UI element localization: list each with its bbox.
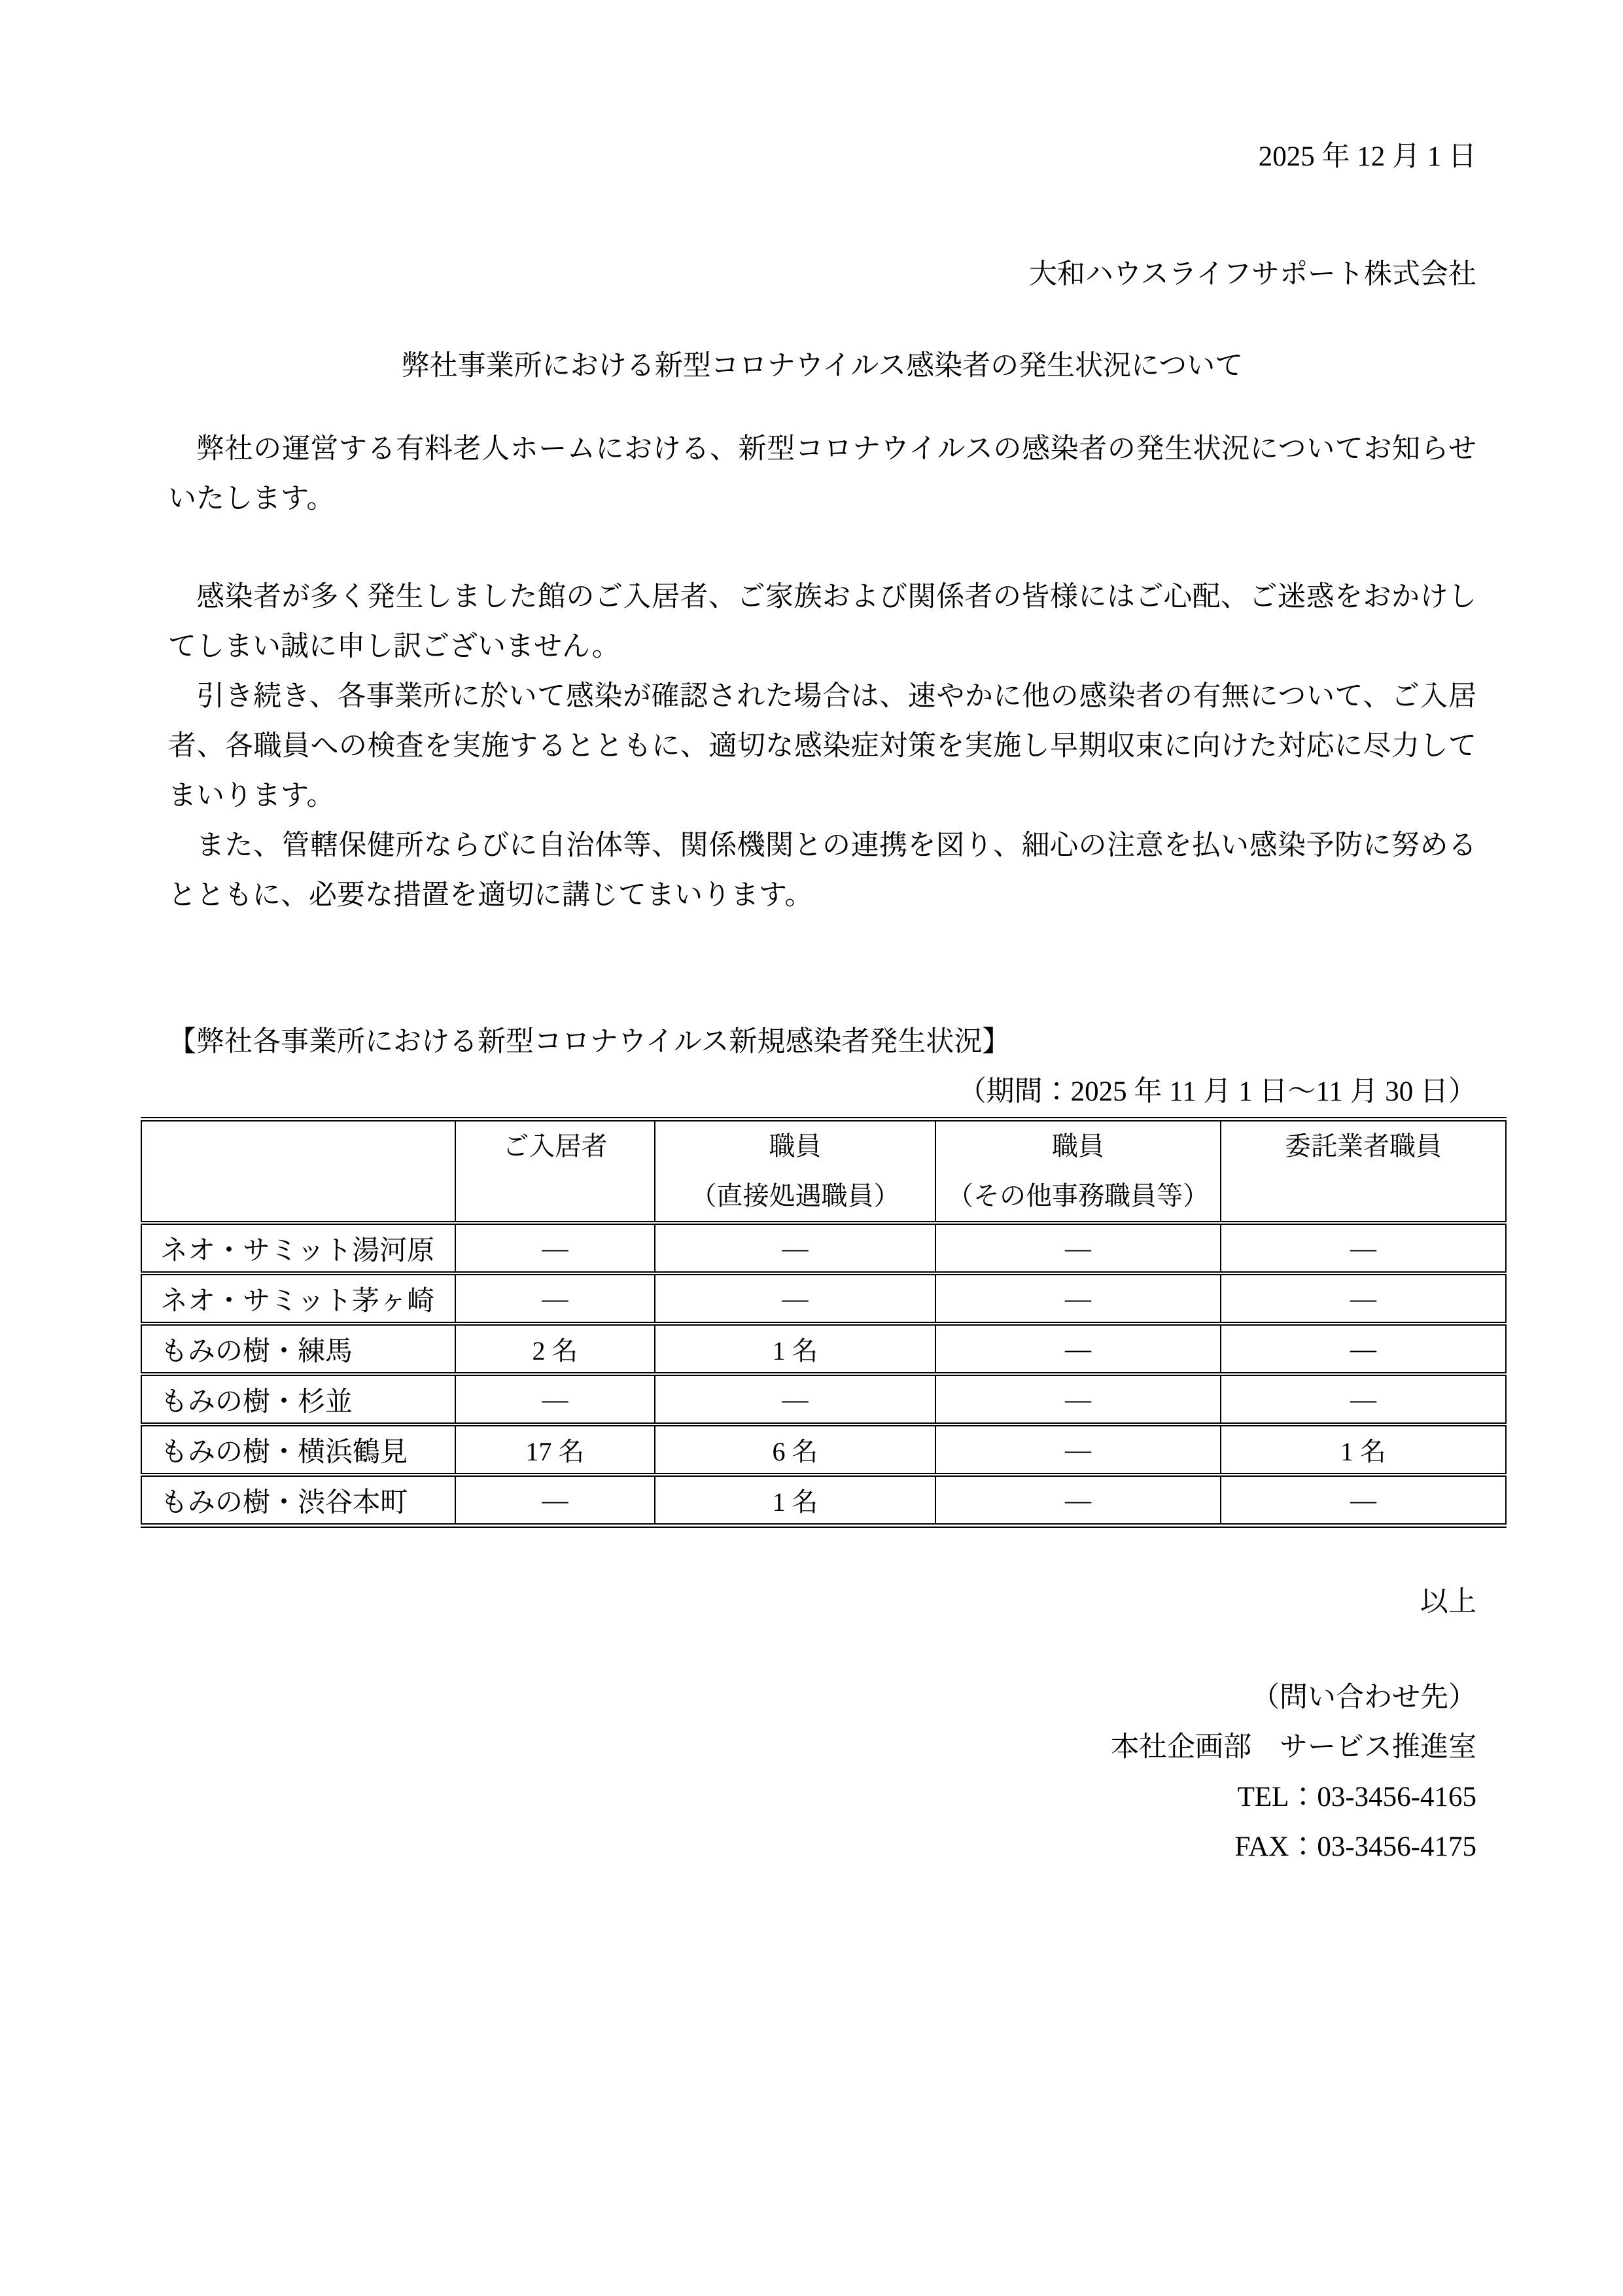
- table-row: [141, 1475, 1506, 1526]
- count-cell: ―: [655, 1223, 935, 1273]
- column-header-contractors: 委託業者職員: [1221, 1120, 1506, 1224]
- count-cell: ―: [935, 1475, 1221, 1526]
- column-header-staff-direct: 職員 （直接処遇職員）: [655, 1120, 935, 1224]
- count-cell: ―: [1221, 1374, 1506, 1424]
- paragraph-measures: 引き続き、各事業所に於いて感染が確認された場合は、速やかに他の感染者の有無について、ご入居者、各職員への検査を実施するとともに、適切な感染症対策を実施し早期収束に向けた対応に尽力してまいります。: [168, 681, 1476, 811]
- header-row: [141, 1120, 1506, 1224]
- date-line: 2025 年 12 月 1 日: [1258, 141, 1476, 172]
- count-cell: ―: [935, 1223, 1221, 1273]
- count-cell: 6 名: [655, 1424, 935, 1475]
- paragraph-apology: 感染者が多く発生しました館のご入居者、ご家族および関係者の皆様にはご心配、ご迷惑をおかけしてしまい誠に申し訳ございません。: [168, 582, 1476, 662]
- facility-name-cell: ネオ・サミット湯河原: [141, 1223, 455, 1273]
- paragraph-intro: 弊社の運営する有料老人ホームにおける、新型コロナウイルスの感染者の発生状況についてお知らせいたします。: [168, 434, 1476, 514]
- closing-ijou: 以上: [1420, 1587, 1476, 1617]
- period-note: （期間：2025 年 11 月 1 日～11 月 30 日）: [958, 1076, 1476, 1107]
- table-row: [141, 1223, 1506, 1273]
- contact-department: 本社企画部 サービス推進室: [1111, 1732, 1476, 1763]
- count-cell: ―: [455, 1475, 655, 1526]
- count-cell: 1 名: [655, 1475, 935, 1526]
- column-header-facility: [141, 1120, 455, 1224]
- facility-name-cell: もみの樹・横浜鶴見: [141, 1424, 455, 1475]
- count-cell: ―: [1221, 1273, 1506, 1324]
- document-title: 弊社事業所における新型コロナウイルス感染者の発生状況について: [401, 351, 1244, 381]
- count-cell: 2 名: [455, 1324, 655, 1374]
- facility-name-cell: もみの樹・杉並: [141, 1374, 455, 1424]
- count-cell: 17 名: [455, 1424, 655, 1475]
- table-row: [141, 1424, 1506, 1475]
- count-cell: ―: [455, 1273, 655, 1324]
- facility-name-cell: ネオ・サミット茅ヶ崎: [141, 1273, 455, 1324]
- table-row: [141, 1273, 1506, 1324]
- table-row: [141, 1374, 1506, 1424]
- company-name: 大和ハウスライフサポート株式会社: [1028, 259, 1476, 290]
- paragraph-cooperation: また、管轄保健所ならびに自治体等、関係機関との連携を図り、細心の注意を払い感染予防に努めるとともに、必要な措置を適切に講じてまいります。: [168, 830, 1476, 911]
- contact-heading: （問い合わせ先）: [1251, 1682, 1476, 1713]
- count-cell: ―: [655, 1273, 935, 1324]
- count-cell: 1 名: [655, 1324, 935, 1374]
- facility-name-cell: もみの樹・練馬: [141, 1324, 455, 1374]
- column-header-staff-other: 職員 （その他事務職員等）: [935, 1120, 1221, 1224]
- contact-tel: TEL：03-3456-4165: [1237, 1782, 1476, 1812]
- count-cell: ―: [455, 1374, 655, 1424]
- count-cell: ―: [1221, 1475, 1506, 1526]
- contact-fax: FAX：03-3456-4175: [1234, 1831, 1476, 1862]
- infection-status-table: [141, 1117, 1507, 1528]
- count-cell: ―: [935, 1324, 1221, 1374]
- count-cell: ―: [935, 1424, 1221, 1475]
- facility-name-cell: もみの樹・渋谷本町: [141, 1475, 455, 1526]
- count-cell: ―: [1221, 1324, 1506, 1374]
- count-cell: ―: [935, 1374, 1221, 1424]
- table-section-heading: 【弊社各事業所における新型コロナウイルス新規感染者発生状況】: [168, 1027, 1011, 1057]
- count-cell: ―: [1221, 1223, 1506, 1273]
- column-header-residents: ご入居者: [455, 1120, 655, 1224]
- count-cell: ―: [455, 1223, 655, 1273]
- count-cell: ―: [935, 1273, 1221, 1324]
- table-row: [141, 1324, 1506, 1374]
- count-cell: 1 名: [1221, 1424, 1506, 1475]
- count-cell: ―: [655, 1374, 935, 1424]
